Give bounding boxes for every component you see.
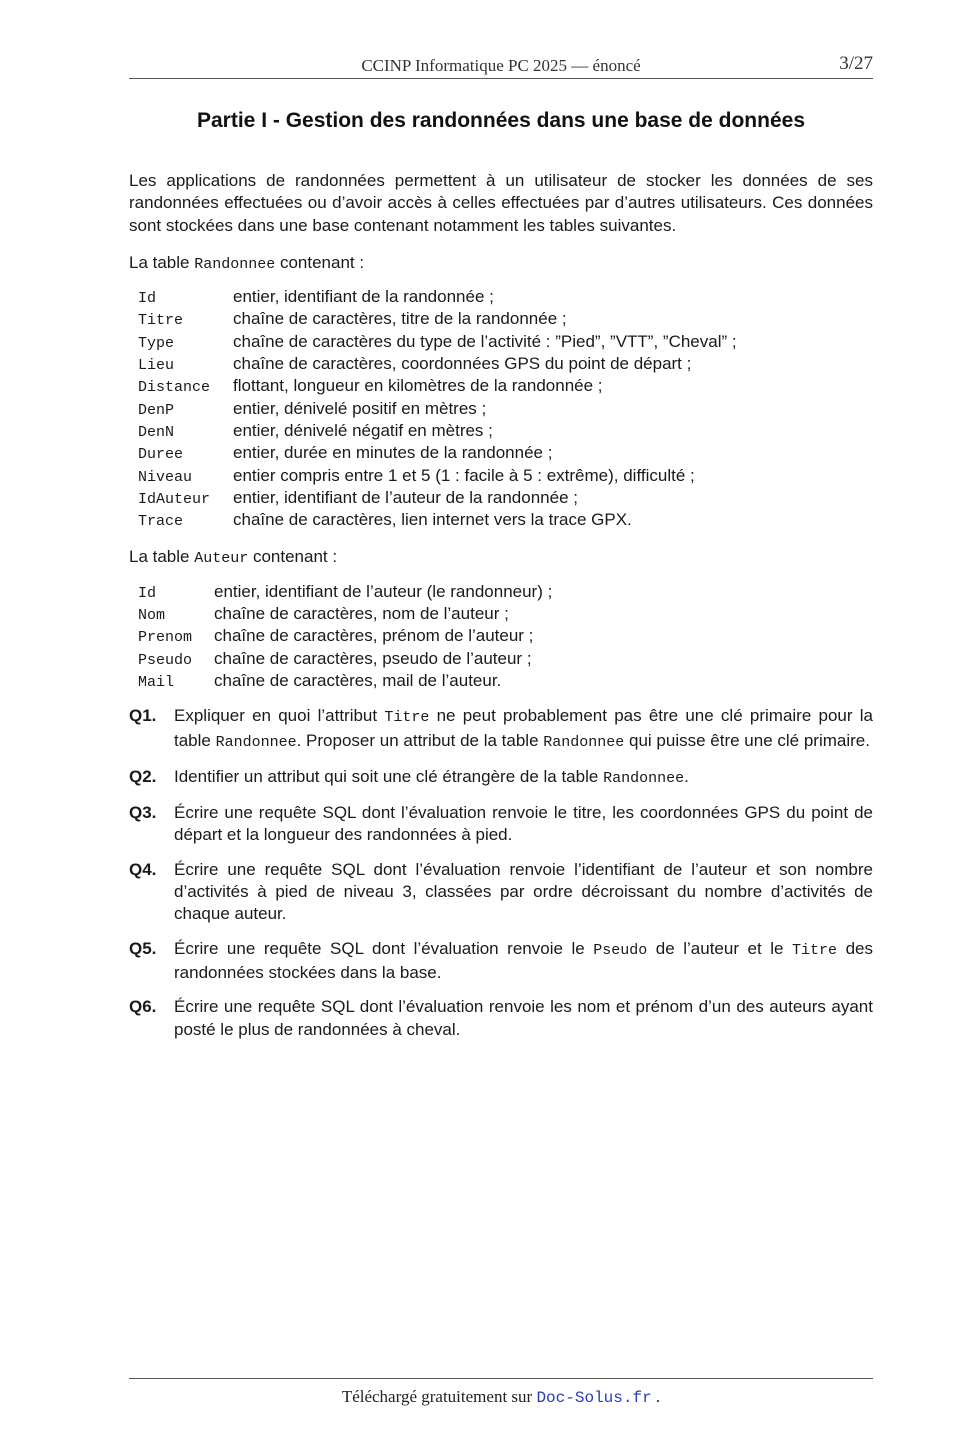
question-number: Q6. bbox=[129, 997, 157, 1017]
field-row bbox=[138, 603, 873, 625]
text-segment: ne peut probablement pas être une clé primaire pour la table bbox=[174, 706, 873, 750]
page-header bbox=[129, 52, 873, 79]
code-term: Titre bbox=[384, 709, 430, 727]
question-text bbox=[174, 996, 873, 1041]
field-name: DenP bbox=[138, 401, 175, 419]
field-description: chaîne de caractères, lien internet vers la trace GPX. bbox=[233, 510, 632, 530]
text-segment: Écrire une requête SQL dont l’évaluation renvoie les nom et prénom d’un des auteurs ayant posté le plus de randonnées à cheval. bbox=[174, 997, 873, 1039]
field-name: Mail bbox=[138, 673, 175, 691]
field-description: chaîne de caractères, coordonnées GPS du point de départ ; bbox=[233, 354, 692, 374]
field-row bbox=[138, 308, 873, 330]
field-row bbox=[138, 353, 873, 375]
randonnee-fields-list bbox=[138, 286, 873, 531]
page-number: 3/27 bbox=[839, 53, 873, 74]
text-segment: Expliquer en quoi l’attribut bbox=[174, 706, 385, 726]
questions-list bbox=[129, 705, 873, 1041]
field-name: DenN bbox=[138, 423, 175, 441]
footer-text: Téléchargé gratuitement sur bbox=[341, 1387, 537, 1406]
intro-paragraph: Les applications de randonnées permettent à un utilisateur de stocker les données de ses randonnées effectuées ou d’avoir accès à celles effectuées par d’autres utilisateurs. Ces données sont stockées dans une base contenant notamment les tables suivantes. bbox=[129, 171, 873, 235]
question-number: Q2. bbox=[129, 766, 157, 786]
question-text bbox=[174, 938, 873, 985]
question-item bbox=[129, 705, 873, 754]
field-description: chaîne de caractères, prénom de l’auteur ; bbox=[214, 626, 534, 646]
text-segment: Écrire une requête SQL dont l’évaluation renvoie le titre, les coordonnées GPS du point de départ et la longueur des randonnées à pied. bbox=[174, 803, 873, 845]
field-row bbox=[138, 509, 873, 531]
code-term: Pseudo bbox=[593, 941, 648, 959]
field-name: Lieu bbox=[138, 357, 175, 375]
question-text bbox=[174, 802, 873, 847]
field-description: entier, identifiant de l’auteur de la randonnée ; bbox=[233, 487, 578, 507]
doc-solus-link[interactable]: Doc-Solus.fr bbox=[536, 1389, 652, 1407]
field-name: Type bbox=[138, 334, 175, 352]
text-segment: des randonnées stockées dans la base. bbox=[174, 938, 873, 982]
randonnee-table-label bbox=[129, 252, 873, 276]
question-item bbox=[129, 996, 873, 1041]
code-term: Randonnee bbox=[215, 733, 297, 751]
auteur-table-label bbox=[129, 546, 873, 570]
question-text bbox=[174, 766, 873, 790]
page-footer bbox=[129, 1378, 873, 1407]
label-text: contenant : bbox=[275, 252, 365, 272]
field-description: flottant, longueur en kilomètres de la randonnée ; bbox=[233, 376, 603, 396]
field-description: chaîne de caractères, titre de la randonnée ; bbox=[233, 309, 567, 329]
label-text: contenant : bbox=[248, 547, 338, 567]
label-text: La table bbox=[129, 547, 195, 567]
field-description: entier compris entre 1 et 5 (1 : facile à 5 : extrême), difficulté ; bbox=[233, 465, 695, 485]
field-description: entier, durée en minutes de la randonnée ; bbox=[233, 443, 553, 463]
question-number: Q4. bbox=[129, 859, 157, 879]
field-description: entier, dénivelé positif en mètres ; bbox=[233, 398, 487, 418]
field-row bbox=[138, 286, 873, 308]
field-name: Titre bbox=[138, 312, 184, 330]
field-row bbox=[138, 442, 873, 464]
field-description: chaîne de caractères, mail de l’auteur. bbox=[214, 670, 502, 690]
field-row bbox=[138, 648, 873, 670]
text-segment: Identifier un attribut qui soit une clé étrangère de la table bbox=[174, 766, 604, 786]
field-row bbox=[138, 625, 873, 647]
field-name: Duree bbox=[138, 446, 184, 464]
code-term: Randonnee bbox=[603, 769, 685, 787]
text-segment: de l’auteur et le bbox=[647, 938, 793, 958]
field-name: Nom bbox=[138, 607, 166, 625]
code-term: Randonnee bbox=[543, 733, 625, 751]
field-description: entier, identifiant de l’auteur (le randonneur) ; bbox=[214, 581, 553, 601]
field-name: Niveau bbox=[138, 468, 193, 486]
field-row bbox=[138, 465, 873, 487]
question-text bbox=[174, 705, 873, 754]
text-segment: Écrire une requête SQL dont l’évaluation renvoie le bbox=[174, 938, 594, 958]
field-name: Id bbox=[138, 584, 157, 602]
label-text: La table bbox=[129, 252, 195, 272]
footer-text: . bbox=[651, 1387, 661, 1406]
field-name: IdAuteur bbox=[138, 490, 211, 508]
text-segment: . Proposer un attribut de la table bbox=[296, 730, 544, 750]
field-name: Pseudo bbox=[138, 651, 193, 669]
part-title: Partie I - Gestion des randonnées dans une base de données bbox=[197, 109, 805, 132]
auteur-fields-list bbox=[138, 581, 873, 692]
field-row bbox=[138, 375, 873, 397]
question-number: Q1. bbox=[129, 706, 157, 726]
field-name: Distance bbox=[138, 379, 211, 397]
field-row bbox=[138, 331, 873, 353]
text-segment: qui puisse être une clé primaire. bbox=[624, 730, 870, 750]
question-number: Q5. bbox=[129, 938, 157, 958]
text-segment: Écrire une requête SQL dont l’évaluation renvoie l’identifiant de l’auteur et son nombre d’activités à pied de niveau 3, classées par ordre décroissant du nombre d’activités de chaque auteur. bbox=[174, 859, 873, 924]
field-description: chaîne de caractères du type de l’activité : ”Pied”, ”VTT”, ”Cheval” ; bbox=[233, 331, 737, 351]
text-segment: . bbox=[684, 766, 689, 786]
question-text bbox=[174, 859, 873, 926]
question-number: Q3. bbox=[129, 803, 157, 823]
question-item bbox=[129, 766, 873, 790]
table-name: Randonnee bbox=[194, 255, 276, 273]
field-name: Trace bbox=[138, 513, 184, 531]
question-item bbox=[129, 938, 873, 985]
field-row bbox=[138, 398, 873, 420]
code-term: Titre bbox=[792, 941, 838, 959]
field-description: entier, dénivelé négatif en mètres ; bbox=[233, 420, 493, 440]
field-row bbox=[138, 487, 873, 509]
field-description: chaîne de caractères, nom de l’auteur ; bbox=[214, 604, 509, 624]
field-name: Id bbox=[138, 290, 157, 308]
field-name: Prenom bbox=[138, 629, 193, 647]
table-name: Auteur bbox=[194, 550, 249, 568]
field-row bbox=[138, 670, 873, 692]
question-item bbox=[129, 802, 873, 847]
field-description: entier, identifiant de la randonnée ; bbox=[233, 287, 494, 307]
header-title: CCINP Informatique PC 2025 — énoncé bbox=[361, 56, 641, 75]
field-description: chaîne de caractères, pseudo de l’auteur ; bbox=[214, 648, 532, 668]
field-row bbox=[138, 581, 873, 603]
field-row bbox=[138, 420, 873, 442]
main-content bbox=[129, 170, 873, 1053]
question-item bbox=[129, 859, 873, 926]
